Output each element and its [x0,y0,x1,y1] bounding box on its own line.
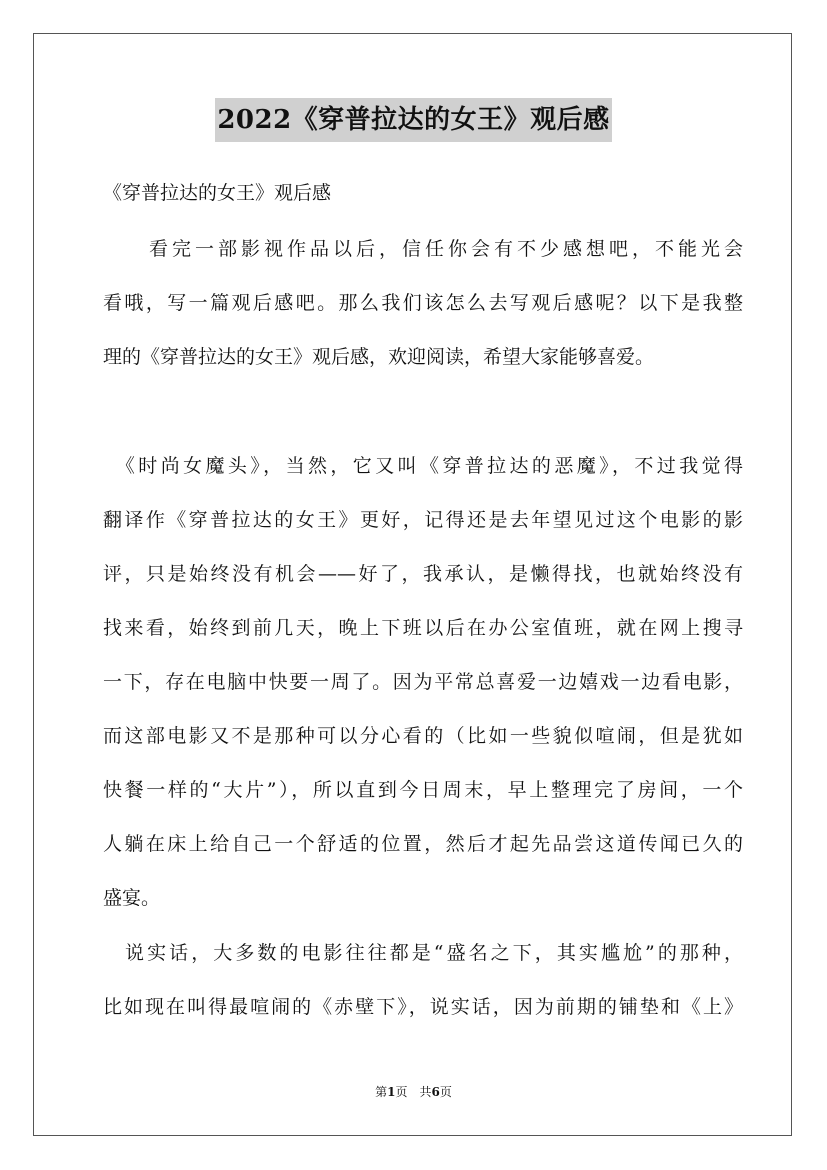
intro-line: 看完一部影视作品以后，信任你会有不少感想吧，不能光会 [103,238,743,260]
body-line: 《时尚女魔头》，当然，它又叫《穿普拉达的恶魔》，不过我觉得 [103,455,743,477]
body-line: 而这部电影又不是那种可以分心看的（比如一些貌似喧闹，但是犹如 [103,725,743,747]
body-line: 快餐一样的“大片”），所以直到今日周末，早上整理完了房间，一个 [103,779,743,801]
body-line: 一下，存在电脑中快要一周了。因为平常总喜爱一边嬉戏一边看电影， [103,671,743,693]
current-page-number: 1 [387,1085,396,1099]
total-page-number: 6 [431,1085,440,1099]
page-prefix: 第 [375,1085,388,1099]
title-container [0,98,827,142]
body-line: 评，只是始终没有机会——好了，我承认，是懒得找，也就始终没有 [103,563,743,585]
page-number-footer [0,1084,827,1100]
body-line: 翻译作《穿普拉达的女王》更好，记得还是去年望见过这个电影的影 [103,509,743,531]
body-line: 找来看，始终到前几天，晚上下班以后在办公室值班，就在网上搜寻 [103,617,743,639]
body-line: 人躺在床上给自己一个舒适的位置，然后才起先品尝这道传闻已久的 [103,833,743,855]
page-suffix: 页 [439,1085,452,1099]
intro-line: 看哦，写一篇观后感吧。那么我们该怎么去写观后感呢？以下是我整 [103,292,743,314]
body-line: 盛宴。 [103,887,161,909]
document-title: 2022《穿普拉达的女王》观后感 [215,98,611,142]
intro-line: 理的《穿普拉达的女王》观后感，欢迎阅读，希望大家能够喜爱。 [103,346,655,368]
body-line: 说实话，大多数的电影往往都是“盛名之下，其实尴尬”的那种， [103,942,743,964]
page-mid: 页 共 [395,1085,432,1099]
document-subtitle: 《穿普拉达的女王》观后感 [103,182,332,204]
body-line: 比如现在叫得最喧闹的《赤壁下》，说实话，因为前期的铺垫和《上》 [103,996,743,1018]
